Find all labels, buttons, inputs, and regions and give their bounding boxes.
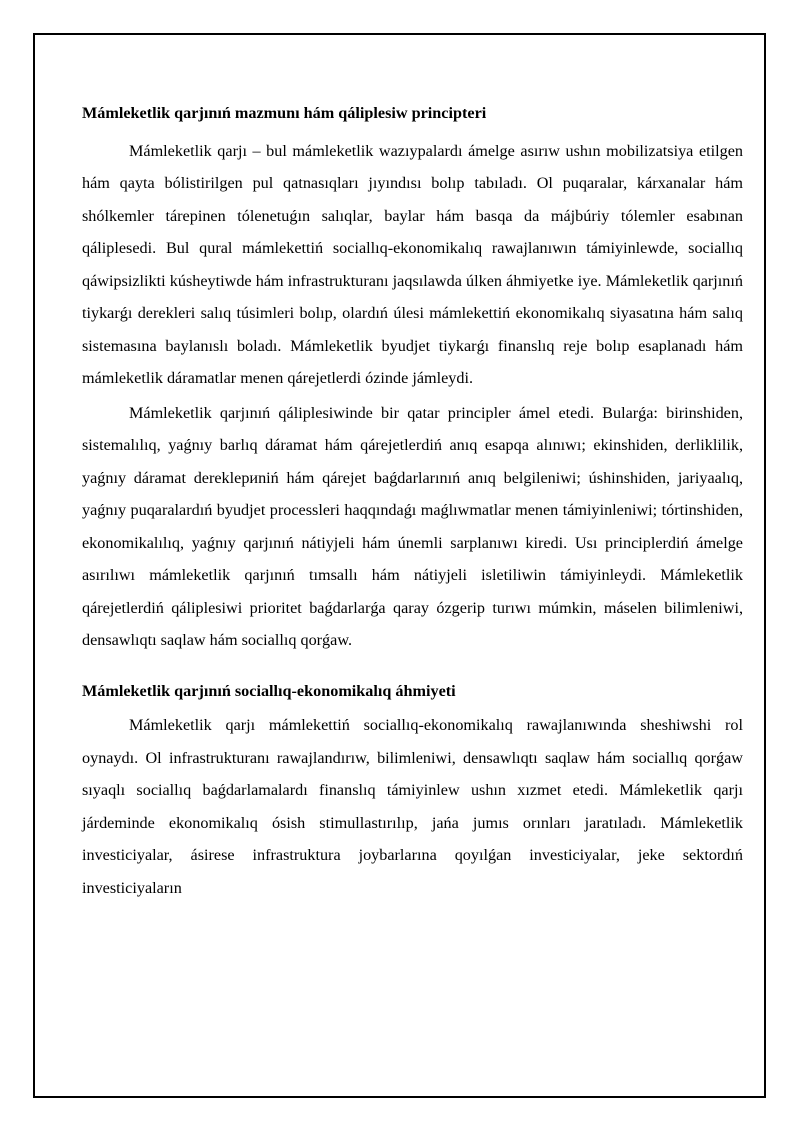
- section-heading: Mámleketlik qarjınıń sociallıq-ekonomikalıq áhmiyeti: [82, 681, 456, 700]
- paragraph: Mámleketlik qarjı mámlekettiń sociallıq-ekonomikalıq rawajlanıwında sheshiwshi rol oynaydı. Ol infrastrukturanı rawajlandırıw, bilimleniwi, densawlıqtı saqlaw hám sociallıq qorǵaw sıyaqlı sociallıq baǵdarlamalardı finanslıq támiyinlew ushın xızmet etedi. Mámleketlik qarjı járdeminde ekonomikalıq ósish stimullastırılıp, jańa jumıs orınları jaratıladı. Mámleketlik investiciyalar, ásirese infrastruktura joybarlarına qoyılǵan investiciyalar, jeke sektordıń investiciyaların: [82, 716, 743, 897]
- paragraph: Mámleketlik qarjı – bul mámleketlik wazıypalardı ámelge asırıw ushın mobilizatsiya etilgen hám qayta bólistirilgen pul qatnasıqları jıyındısı bolıp tabıladı. Ol puqaralar, kárxanalar hám shólkemler tárepinen tólenetuǵın salıqlar, baylar hám basqa da májbúriy tólemler esabınan qáliplesedi. Bul qural mámlekettiń sociallıq-ekonomikalıq rawajlanıwın támiyinlewde, sociallıq qáwipsizlikti kúsheytiwde hám infrastrukturanı jaqsılawda úlken áhmiyetke iye. Mámleketlik qarjınıń tiykarǵı derekleri salıq túsimleri bolıp, olardıń úlesi mámlekettiń ekonomikalıq siyasatına hám salıq sistemasına baylanıslı boladı. Mámleketlik byudjet tiykarǵı finanslıq reje bolıp esaplanadı hám mámleketlik dáramatlar menen qárejetlerdi ózinde jámleydi.: [82, 141, 743, 387]
- paragraph: Mámleketlik qarjınıń qáliplesiwinde bir qatar principler ámel etedi. Bularǵa: birinshiden, sistemalılıq, yaǵnıy barlıq dáramat hám qárejetlerdiń anıq esapqa alınıwı; ekinshiden, derliklilik, yaǵnıy dáramat dereklериniń hám qárejet baǵdarlarınıń anıq belgileniwi; úshinshiden, jariyaalıq, yaǵnıy puqaralardıń byudjet processleri haqqındaǵı maǵlıwmatlar menen támiyinleniwi; tórtinshiden, ekonomikalılıq, yaǵnıy qarjınıń nátiyjeli hám únemli sarplanıwı kiredi. Usı principlerdiń ámelge asırılıwı mámleketlik qarjınıń tımsallı hám nátiyjeli isletiliwin támiyinleydi. Mámleketlik qárejetlerdiń qáliplesiwi prioritet baǵdarlarǵa qaray ózgerip turıwı múmkin, máselen bilimleniwi, densawlıqtı saqlaw hám sociallıq qorǵaw.: [82, 403, 743, 649]
- document-body: [82, 97, 743, 904]
- section-heading: Mámleketlik qarjınıń mazmunı hám qáliplesiw principteri: [82, 104, 487, 122]
